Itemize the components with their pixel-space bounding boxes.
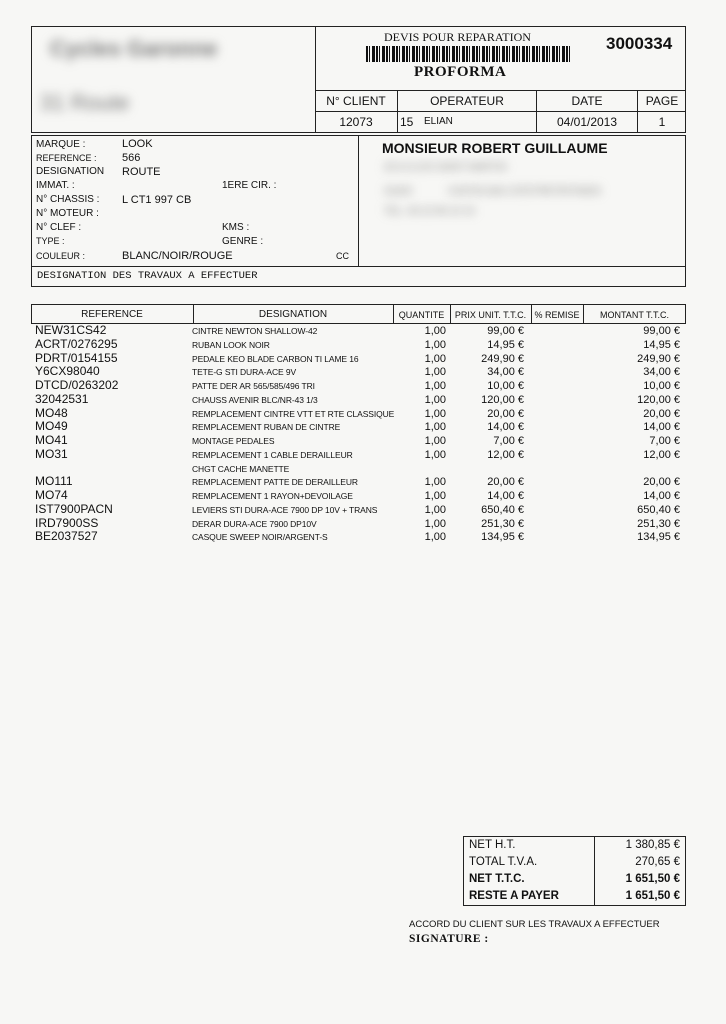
operator-label: OPERATEUR xyxy=(430,94,504,108)
row-reference: NEW31CS42 xyxy=(35,323,107,337)
row-designation: CHGT CACHE MANETTE xyxy=(192,463,290,474)
row-reference: MO31 xyxy=(35,446,68,461)
net-ttc-label: NET T.T.C. xyxy=(469,873,525,885)
row-quantity: 1,00 xyxy=(424,503,446,516)
row-unit-price: 251,30 € xyxy=(481,517,524,530)
table-row xyxy=(0,476,726,490)
page-value: 1 xyxy=(658,115,666,129)
client-number: 12073 xyxy=(339,115,373,129)
row-quantity: 1,00 xyxy=(424,448,446,461)
customer-phone-blurred: TEL. 06 22 86 10 10 xyxy=(384,206,475,217)
row-designation: CASQUE SWEEP NOIR/ARGENT-S xyxy=(192,532,328,543)
row-reference: ACRT/0276295 xyxy=(35,336,118,351)
couleur-label: COULEUR : xyxy=(36,251,86,261)
document-title: DEVIS POUR REPARATION xyxy=(384,30,531,44)
col-reference: REFERENCE xyxy=(81,309,143,320)
table-row xyxy=(0,380,726,394)
table-row xyxy=(0,405,726,422)
row-unit-price: 99,00 € xyxy=(487,325,524,337)
client-number-label: N° CLIENT xyxy=(326,94,386,108)
row-designation: MONTAGE PEDALES xyxy=(192,436,275,446)
row-quantity: 1,00 xyxy=(424,476,446,489)
customer-name: MONSIEUR ROBERT GUILLAUME xyxy=(382,140,608,156)
row-reference: PDRT/0154155 xyxy=(35,350,118,365)
row-unit-price: 20,00 € xyxy=(487,407,524,420)
table-row xyxy=(0,501,726,518)
clef-label: N° CLEF : xyxy=(36,222,82,233)
row-designation: REMPLACEMENT 1 RAYON+DEVOILAGE xyxy=(192,491,353,501)
row-reference: BE2037527 xyxy=(35,529,98,544)
customer-city-blurred: CASTELNAU D'ESTRETEFONDS xyxy=(448,186,602,197)
designation-label: DESIGNATION xyxy=(36,166,105,177)
row-amount: 251,30 € xyxy=(637,517,680,530)
type-label: TYPE : xyxy=(36,236,65,246)
reference-label: REFERENCE : xyxy=(36,153,97,163)
row-designation: CINTRE NEWTON SHALLOW-42 xyxy=(192,326,318,336)
row-quantity: 1,00 xyxy=(424,421,446,434)
first-circ-label: 1ERE CIR. : xyxy=(222,180,277,191)
row-quantity: 1,00 xyxy=(424,325,446,337)
row-reference: IST7900PACN xyxy=(35,501,113,516)
genre-label: GENRE : xyxy=(222,236,264,247)
row-unit-price: 14,95 € xyxy=(487,338,524,351)
table-row xyxy=(0,531,726,545)
barcode xyxy=(366,46,570,62)
operator-code: 15 xyxy=(400,115,414,129)
row-unit-price: 249,90 € xyxy=(481,352,524,365)
row-quantity: 1,00 xyxy=(424,531,446,544)
operator-name: ELIAN xyxy=(424,116,453,127)
net-ht-value: 1 380,85 € xyxy=(625,839,680,851)
works-title: DESIGNATION DES TRAVAUX A EFFECTUER xyxy=(37,270,258,282)
row-quantity: 1,00 xyxy=(424,352,446,365)
row-reference: MO74 xyxy=(35,488,68,502)
row-designation: RUBAN LOOK NOIR xyxy=(192,339,270,350)
page-label: PAGE xyxy=(645,94,679,108)
row-amount: 20,00 € xyxy=(643,476,680,489)
row-quantity: 1,00 xyxy=(424,407,446,420)
kms-label: KMS : xyxy=(222,222,250,233)
net-ht-label: NET H.T. xyxy=(469,839,516,851)
row-quantity: 1,00 xyxy=(424,366,446,379)
row-amount: 34,00 € xyxy=(643,366,680,379)
immat-label: IMMAT. : xyxy=(36,180,75,191)
tva-label: TOTAL T.V.A. xyxy=(469,856,538,868)
row-reference: Y6CX98040 xyxy=(35,364,100,379)
row-unit-price: 14,00 € xyxy=(487,490,524,502)
row-amount: 12,00 € xyxy=(643,448,680,461)
row-amount: 7,00 € xyxy=(649,435,680,447)
date-label: DATE xyxy=(571,94,603,108)
chassis-value: L CT1 997 CB xyxy=(122,194,192,206)
row-reference: MO41 xyxy=(35,433,68,447)
table-row xyxy=(0,446,726,463)
row-unit-price: 7,00 € xyxy=(493,435,524,447)
table-row xyxy=(0,515,726,532)
info-bar-top-line xyxy=(315,90,686,91)
customer-address-blurred: 26 A CLOS SAINT MARTIN xyxy=(384,162,507,173)
designation-value: ROUTE xyxy=(122,166,161,178)
moteur-label: N° MOTEUR : xyxy=(36,208,99,219)
table-row xyxy=(0,421,726,435)
col-designation: DESIGNATION xyxy=(258,309,328,320)
document-number: 3000334 xyxy=(606,34,673,53)
row-designation: REMPLACEMENT 1 CABLE DERAILLEUR xyxy=(192,449,353,460)
row-quantity: 1,00 xyxy=(424,517,446,530)
col-quantite: QUANTITE xyxy=(398,310,445,320)
reste-label: RESTE A PAYER xyxy=(469,890,559,902)
row-reference: MO49 xyxy=(35,419,68,434)
row-unit-price: 20,00 € xyxy=(487,476,524,489)
reste-value: 1 651,50 € xyxy=(625,890,680,902)
row-quantity: 1,00 xyxy=(424,380,446,392)
row-quantity: 1,00 xyxy=(424,435,446,447)
info-bar-mid-line xyxy=(315,111,686,112)
row-amount: 134,95 € xyxy=(637,531,680,544)
row-reference: DTCD/0263202 xyxy=(35,378,119,392)
row-designation: REMPLACEMENT RUBAN DE CINTRE xyxy=(192,422,341,433)
chassis-label: N° CHASSIS : xyxy=(36,194,100,205)
row-designation: TETE-G STI DURA-ACE 9V xyxy=(192,367,297,378)
document-type: PROFORMA xyxy=(414,64,507,80)
col-prix: PRIX UNIT. T.T.C. xyxy=(454,310,527,320)
row-amount: 650,40 € xyxy=(637,503,680,516)
row-unit-price: 134,95 € xyxy=(481,531,524,544)
cc-label: CC xyxy=(336,251,349,261)
company-name-blurred: Cycles Garonne xyxy=(50,36,218,61)
row-designation: PEDALE KEO BLADE CARBON TI LAME 16 xyxy=(192,353,359,364)
net-ttc-value: 1 651,50 € xyxy=(625,873,680,885)
row-designation: PATTE DER AR 565/585/496 TRI xyxy=(192,381,315,391)
reference-value: 566 xyxy=(122,152,141,164)
row-quantity: 1,00 xyxy=(424,490,446,502)
row-unit-price: 12,00 € xyxy=(487,448,524,461)
tva-value: 270,65 € xyxy=(635,856,680,868)
row-amount: 14,00 € xyxy=(643,490,680,502)
table-row xyxy=(0,350,726,367)
table-row xyxy=(0,463,726,477)
row-unit-price: 650,40 € xyxy=(481,503,524,516)
col-montant: MONTANT T.T.C. xyxy=(599,310,669,320)
company-address-blurred: 31 Route xyxy=(40,90,130,115)
row-designation: CHAUSS AVENIR BLC/NR-43 1/3 xyxy=(192,394,318,405)
row-amount: 14,95 € xyxy=(643,338,680,351)
marque-value: LOOK xyxy=(122,138,153,150)
row-designation: LEVIERS STI DURA-ACE 7900 DP 10V + TRANS xyxy=(192,504,378,515)
col-remise: % REMISE xyxy=(534,310,580,320)
row-unit-price: 14,00 € xyxy=(487,421,524,434)
row-reference: 32042531 xyxy=(35,391,89,406)
row-reference: MO48 xyxy=(35,405,68,420)
row-amount: 14,00 € xyxy=(643,421,680,434)
customer-zip-blurred: 31620 xyxy=(384,186,412,197)
row-amount: 20,00 € xyxy=(643,407,680,420)
row-designation: REMPLACEMENT PATTE DE DERAILLEUR xyxy=(192,477,358,488)
row-quantity: 1,00 xyxy=(424,393,446,406)
marque-label: MARQUE : xyxy=(36,139,86,150)
row-unit-price: 10,00 € xyxy=(487,380,524,392)
row-amount: 120,00 € xyxy=(637,393,680,406)
row-quantity: 1,00 xyxy=(424,338,446,351)
client-agreement: ACCORD DU CLIENT SUR LES TRAVAUX A EFFECTUER xyxy=(409,919,660,930)
date-value: 04/01/2013 xyxy=(556,115,618,129)
row-unit-price: 120,00 € xyxy=(481,393,524,406)
table-row xyxy=(0,435,726,449)
row-unit-price: 34,00 € xyxy=(487,366,524,379)
row-reference: MO111 xyxy=(35,474,73,489)
row-designation: DERAR DURA-ACE 7900 DP10V xyxy=(192,518,317,529)
table-row xyxy=(0,391,726,408)
row-amount: 10,00 € xyxy=(643,380,680,392)
totals-divider xyxy=(594,836,595,906)
couleur-value: BLANC/NOIR/ROUGE xyxy=(122,250,233,262)
signature-label: SIGNATURE : xyxy=(409,933,489,945)
row-amount: 249,90 € xyxy=(637,352,680,365)
row-amount: 99,00 € xyxy=(643,325,680,337)
vehicle-customer-divider xyxy=(358,135,359,267)
row-designation: REMPLACEMENT CINTRE VTT ET RTE CLASSIQUE xyxy=(192,408,395,419)
row-reference: IRD7900SS xyxy=(35,515,99,530)
